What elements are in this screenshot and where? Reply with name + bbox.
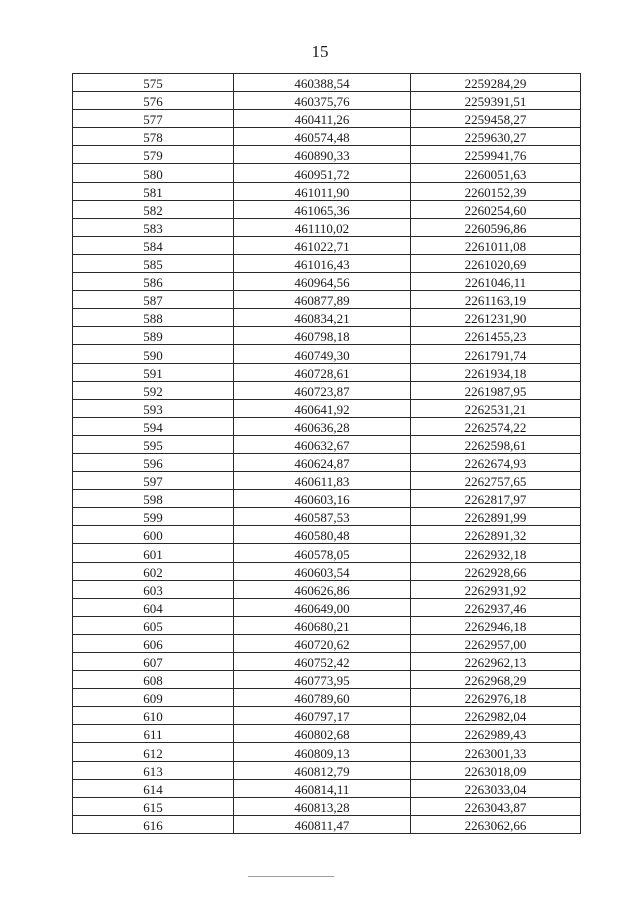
y-coordinate-cell: 2263033,04 bbox=[411, 779, 581, 797]
x-coordinate-cell: 460375,76 bbox=[234, 92, 411, 110]
table-row bbox=[73, 562, 581, 580]
point-number-cell: 597 bbox=[73, 472, 234, 490]
y-coordinate-cell: 2262937,46 bbox=[411, 598, 581, 616]
point-number-cell: 610 bbox=[73, 707, 234, 725]
point-number-cell: 607 bbox=[73, 653, 234, 671]
x-coordinate-cell: 460797,17 bbox=[234, 707, 411, 725]
table-row bbox=[73, 689, 581, 707]
table-row bbox=[73, 526, 581, 544]
point-number-cell: 592 bbox=[73, 381, 234, 399]
table-row bbox=[73, 345, 581, 363]
y-coordinate-cell: 2262931,92 bbox=[411, 580, 581, 598]
y-coordinate-cell: 2259391,51 bbox=[411, 92, 581, 110]
table-row bbox=[73, 92, 581, 110]
x-coordinate-cell: 460680,21 bbox=[234, 616, 411, 634]
coordinates-table bbox=[72, 73, 581, 834]
y-coordinate-cell: 2262962,13 bbox=[411, 653, 581, 671]
table-row bbox=[73, 508, 581, 526]
y-coordinate-cell: 2259284,29 bbox=[411, 74, 581, 92]
table-row bbox=[73, 110, 581, 128]
point-number-cell: 612 bbox=[73, 743, 234, 761]
y-coordinate-cell: 2262757,65 bbox=[411, 472, 581, 490]
table-row bbox=[73, 128, 581, 146]
y-coordinate-cell: 2262976,18 bbox=[411, 689, 581, 707]
point-number-cell: 601 bbox=[73, 544, 234, 562]
table-row bbox=[73, 653, 581, 671]
point-number-cell: 580 bbox=[73, 164, 234, 182]
point-number-cell: 578 bbox=[73, 128, 234, 146]
x-coordinate-cell: 461016,43 bbox=[234, 254, 411, 272]
point-number-cell: 614 bbox=[73, 779, 234, 797]
point-number-cell: 605 bbox=[73, 616, 234, 634]
table-row bbox=[73, 164, 581, 182]
table-row bbox=[73, 598, 581, 616]
x-coordinate-cell: 460587,53 bbox=[234, 508, 411, 526]
table-row bbox=[73, 761, 581, 779]
x-coordinate-cell: 460813,28 bbox=[234, 797, 411, 815]
x-coordinate-cell: 460812,79 bbox=[234, 761, 411, 779]
y-coordinate-cell: 2260596,86 bbox=[411, 218, 581, 236]
y-coordinate-cell: 2261163,19 bbox=[411, 291, 581, 309]
y-coordinate-cell: 2261455,23 bbox=[411, 327, 581, 345]
point-number-cell: 616 bbox=[73, 815, 234, 833]
y-coordinate-cell: 2263043,87 bbox=[411, 797, 581, 815]
point-number-cell: 604 bbox=[73, 598, 234, 616]
x-coordinate-cell: 460632,67 bbox=[234, 435, 411, 453]
y-coordinate-cell: 2261011,08 bbox=[411, 236, 581, 254]
x-coordinate-cell: 460811,47 bbox=[234, 815, 411, 833]
page-number: 15 bbox=[311, 42, 329, 61]
y-coordinate-cell: 2262891,32 bbox=[411, 526, 581, 544]
point-number-cell: 577 bbox=[73, 110, 234, 128]
x-coordinate-cell: 460636,28 bbox=[234, 417, 411, 435]
y-coordinate-cell: 2261791,74 bbox=[411, 345, 581, 363]
table-row bbox=[73, 743, 581, 761]
point-number-cell: 613 bbox=[73, 761, 234, 779]
y-coordinate-cell: 2262674,93 bbox=[411, 453, 581, 471]
x-coordinate-cell: 460814,11 bbox=[234, 779, 411, 797]
y-coordinate-cell: 2259941,76 bbox=[411, 146, 581, 164]
table-row bbox=[73, 236, 581, 254]
table-row bbox=[73, 182, 581, 200]
point-number-cell: 583 bbox=[73, 218, 234, 236]
y-coordinate-cell: 2263001,33 bbox=[411, 743, 581, 761]
point-number-cell: 593 bbox=[73, 399, 234, 417]
y-coordinate-cell: 2262932,18 bbox=[411, 544, 581, 562]
table-row bbox=[73, 797, 581, 815]
x-coordinate-cell: 460834,21 bbox=[234, 309, 411, 327]
table-row bbox=[73, 580, 581, 598]
table-row bbox=[73, 218, 581, 236]
y-coordinate-cell: 2259458,27 bbox=[411, 110, 581, 128]
x-coordinate-cell: 460773,95 bbox=[234, 671, 411, 689]
table-row bbox=[73, 273, 581, 291]
y-coordinate-cell: 2262574,22 bbox=[411, 417, 581, 435]
x-coordinate-cell: 460809,13 bbox=[234, 743, 411, 761]
table-row bbox=[73, 725, 581, 743]
x-coordinate-cell: 461011,90 bbox=[234, 182, 411, 200]
point-number-cell: 595 bbox=[73, 435, 234, 453]
point-number-cell: 586 bbox=[73, 273, 234, 291]
point-number-cell: 596 bbox=[73, 453, 234, 471]
y-coordinate-cell: 2262989,43 bbox=[411, 725, 581, 743]
y-coordinate-cell: 2262817,97 bbox=[411, 490, 581, 508]
point-number-cell: 609 bbox=[73, 689, 234, 707]
table-row bbox=[73, 254, 581, 272]
table-row bbox=[73, 291, 581, 309]
x-coordinate-cell: 460964,56 bbox=[234, 273, 411, 291]
table-row bbox=[73, 200, 581, 218]
table-row bbox=[73, 490, 581, 508]
x-coordinate-cell: 460951,72 bbox=[234, 164, 411, 182]
y-coordinate-cell: 2260051,63 bbox=[411, 164, 581, 182]
y-coordinate-cell: 2261046,11 bbox=[411, 273, 581, 291]
point-number-cell: 590 bbox=[73, 345, 234, 363]
y-coordinate-cell: 2261987,95 bbox=[411, 381, 581, 399]
x-coordinate-cell: 460641,92 bbox=[234, 399, 411, 417]
point-number-cell: 594 bbox=[73, 417, 234, 435]
table-row bbox=[73, 616, 581, 634]
point-number-cell: 599 bbox=[73, 508, 234, 526]
table-row bbox=[73, 707, 581, 725]
point-number-cell: 600 bbox=[73, 526, 234, 544]
point-number-cell: 575 bbox=[73, 74, 234, 92]
y-coordinate-cell: 2263062,66 bbox=[411, 815, 581, 833]
x-coordinate-cell: 460626,86 bbox=[234, 580, 411, 598]
point-number-cell: 589 bbox=[73, 327, 234, 345]
table-row bbox=[73, 381, 581, 399]
x-coordinate-cell: 460720,62 bbox=[234, 634, 411, 652]
y-coordinate-cell: 2261020,69 bbox=[411, 254, 581, 272]
table-row bbox=[73, 399, 581, 417]
x-coordinate-cell: 460752,42 bbox=[234, 653, 411, 671]
x-coordinate-cell: 460802,68 bbox=[234, 725, 411, 743]
y-coordinate-cell: 2261231,90 bbox=[411, 309, 581, 327]
point-number-cell: 576 bbox=[73, 92, 234, 110]
point-number-cell: 585 bbox=[73, 254, 234, 272]
point-number-cell: 602 bbox=[73, 562, 234, 580]
x-coordinate-cell: 460798,18 bbox=[234, 327, 411, 345]
point-number-cell: 588 bbox=[73, 309, 234, 327]
x-coordinate-cell: 460574,48 bbox=[234, 128, 411, 146]
x-coordinate-cell: 460580,48 bbox=[234, 526, 411, 544]
y-coordinate-cell: 2261934,18 bbox=[411, 363, 581, 381]
x-coordinate-cell: 461110,02 bbox=[234, 218, 411, 236]
point-number-cell: 611 bbox=[73, 725, 234, 743]
table-row bbox=[73, 671, 581, 689]
x-coordinate-cell: 460388,54 bbox=[234, 74, 411, 92]
point-number-cell: 615 bbox=[73, 797, 234, 815]
table-row bbox=[73, 815, 581, 833]
table-row bbox=[73, 634, 581, 652]
y-coordinate-cell: 2260254,60 bbox=[411, 200, 581, 218]
point-number-cell: 591 bbox=[73, 363, 234, 381]
point-number-cell: 579 bbox=[73, 146, 234, 164]
point-number-cell: 587 bbox=[73, 291, 234, 309]
table-row bbox=[73, 472, 581, 490]
x-coordinate-cell: 460890,33 bbox=[234, 146, 411, 164]
x-coordinate-cell: 460789,60 bbox=[234, 689, 411, 707]
y-coordinate-cell: 2262891,99 bbox=[411, 508, 581, 526]
x-coordinate-cell: 460578,05 bbox=[234, 544, 411, 562]
x-coordinate-cell: 460603,16 bbox=[234, 490, 411, 508]
point-number-cell: 603 bbox=[73, 580, 234, 598]
x-coordinate-cell: 460411,26 bbox=[234, 110, 411, 128]
point-number-cell: 606 bbox=[73, 634, 234, 652]
table-row bbox=[73, 74, 581, 92]
table-row bbox=[73, 327, 581, 345]
table-row bbox=[73, 363, 581, 381]
x-coordinate-cell: 460723,87 bbox=[234, 381, 411, 399]
y-coordinate-cell: 2259630,27 bbox=[411, 128, 581, 146]
x-coordinate-cell: 461065,36 bbox=[234, 200, 411, 218]
table-row bbox=[73, 309, 581, 327]
y-coordinate-cell: 2262946,18 bbox=[411, 616, 581, 634]
bottom-divider bbox=[248, 876, 334, 877]
y-coordinate-cell: 2262928,66 bbox=[411, 562, 581, 580]
coordinates-table-body bbox=[73, 74, 581, 834]
y-coordinate-cell: 2262531,21 bbox=[411, 399, 581, 417]
x-coordinate-cell: 460749,30 bbox=[234, 345, 411, 363]
y-coordinate-cell: 2262598,61 bbox=[411, 435, 581, 453]
y-coordinate-cell: 2263018,09 bbox=[411, 761, 581, 779]
point-number-cell: 584 bbox=[73, 236, 234, 254]
point-number-cell: 598 bbox=[73, 490, 234, 508]
x-coordinate-cell: 460649,00 bbox=[234, 598, 411, 616]
point-number-cell: 581 bbox=[73, 182, 234, 200]
table-row bbox=[73, 453, 581, 471]
table-row bbox=[73, 435, 581, 453]
y-coordinate-cell: 2262982,04 bbox=[411, 707, 581, 725]
table-row bbox=[73, 779, 581, 797]
x-coordinate-cell: 460611,83 bbox=[234, 472, 411, 490]
y-coordinate-cell: 2262957,00 bbox=[411, 634, 581, 652]
x-coordinate-cell: 460728,61 bbox=[234, 363, 411, 381]
y-coordinate-cell: 2260152,39 bbox=[411, 182, 581, 200]
table-row bbox=[73, 417, 581, 435]
table-row bbox=[73, 146, 581, 164]
x-coordinate-cell: 460877,89 bbox=[234, 291, 411, 309]
x-coordinate-cell: 461022,71 bbox=[234, 236, 411, 254]
x-coordinate-cell: 460624,87 bbox=[234, 453, 411, 471]
x-coordinate-cell: 460603,54 bbox=[234, 562, 411, 580]
point-number-cell: 582 bbox=[73, 200, 234, 218]
point-number-cell: 608 bbox=[73, 671, 234, 689]
y-coordinate-cell: 2262968,29 bbox=[411, 671, 581, 689]
table-row bbox=[73, 544, 581, 562]
